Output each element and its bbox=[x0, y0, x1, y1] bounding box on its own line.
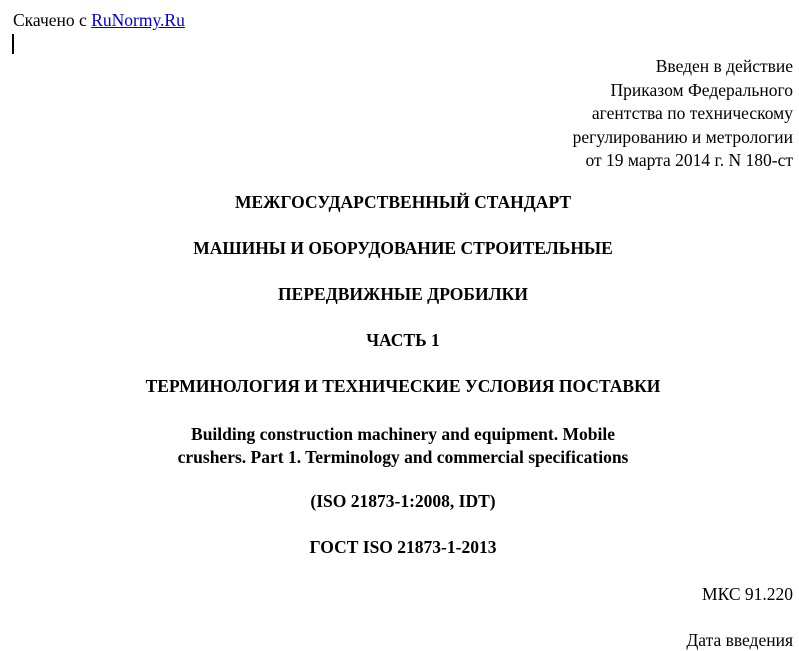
approval-line: Введен в действие bbox=[655, 56, 793, 76]
subtitle-heading: ТЕРМИНОЛОГИЯ И ТЕХНИЧЕСКИЕ УСЛОВИЯ ПОСТАВКИ bbox=[145, 376, 661, 396]
gost-number: ГОСТ ISO 21873-1-2013 bbox=[309, 537, 497, 557]
approval-line: от 19 марта 2014 г. N 180-ст bbox=[585, 150, 793, 170]
iso-reference: (ISO 21873-1:2008, IDT) bbox=[310, 491, 496, 511]
approval-block bbox=[573, 55, 793, 173]
source-line bbox=[13, 9, 185, 31]
intro-date-label: Дата введения bbox=[686, 630, 793, 650]
english-title-line-2: crushers. Part 1. Terminology and commercial specifications bbox=[177, 447, 629, 467]
source-prefix: Скачено с bbox=[13, 10, 92, 30]
english-title-line-1: Building construction machinery and equipment. Mobile bbox=[191, 424, 615, 444]
source-link[interactable]: RuNormy.Ru bbox=[91, 10, 185, 30]
part-heading: ЧАСТЬ 1 bbox=[366, 330, 440, 350]
title-line-1: МАШИНЫ И ОБОРУДОВАНИЕ СТРОИТЕЛЬНЫЕ bbox=[193, 238, 613, 258]
title-line-2: ПЕРЕДВИЖНЫЕ ДРОБИЛКИ bbox=[278, 284, 528, 304]
approval-line: регулированию и метрологии bbox=[572, 126, 793, 147]
text-cursor bbox=[12, 34, 14, 54]
standard-type-heading: МЕЖГОСУДАРСТВЕННЫЙ СТАНДАРТ bbox=[234, 192, 572, 212]
approval-line: агентства по техническому bbox=[591, 103, 793, 123]
english-title bbox=[0, 423, 799, 469]
mks-code: МКС 91.220 bbox=[702, 584, 793, 604]
approval-line: Приказом Федерального bbox=[610, 79, 793, 100]
